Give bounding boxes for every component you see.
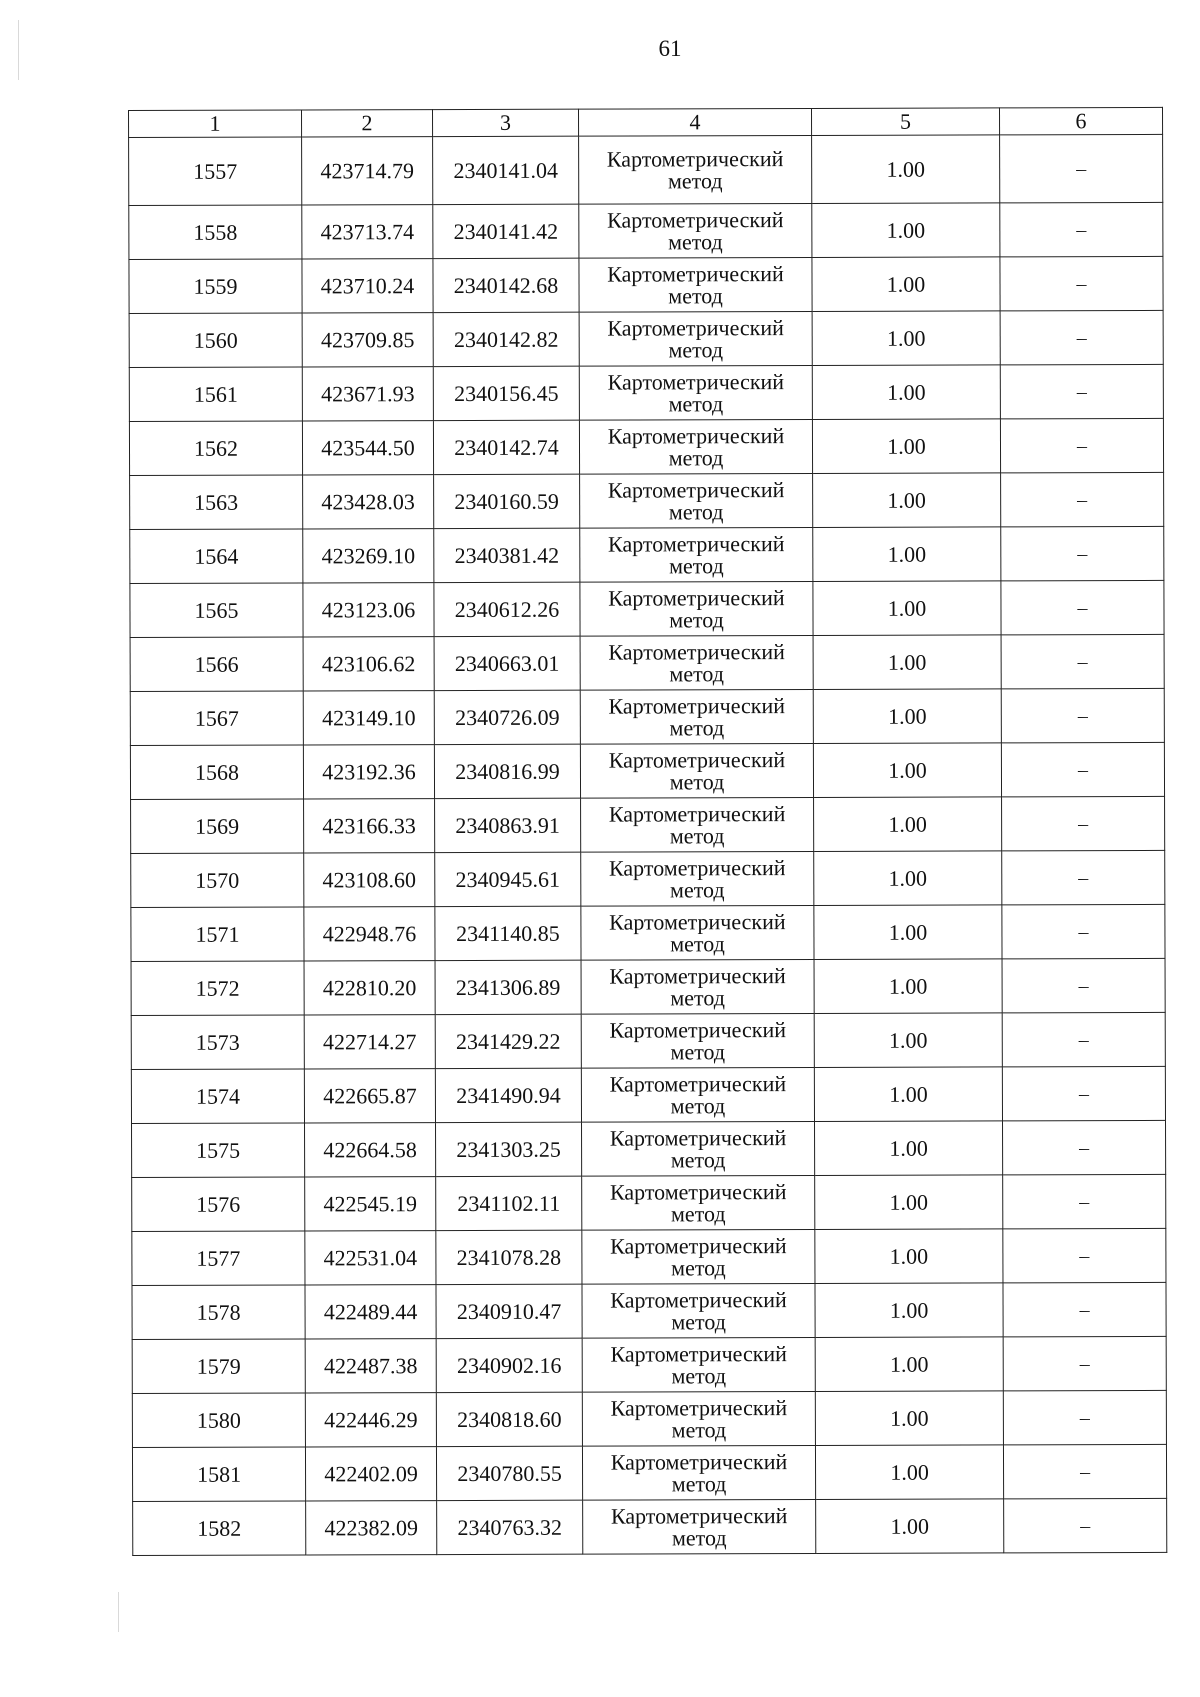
method-line2: метод <box>671 1362 727 1388</box>
method-line1: Картометрический <box>609 1016 787 1043</box>
method-cell <box>581 959 814 1014</box>
coordinate-y-cell: 2340381.42 <box>434 528 580 582</box>
precision-cell: 1.00 <box>813 743 1001 798</box>
point-number-cell: 1577 <box>132 1231 305 1286</box>
precision-cell: 1.00 <box>816 1499 1004 1554</box>
table-row <box>129 134 1163 205</box>
coordinate-x-cell: 422714.27 <box>304 1015 435 1069</box>
method-line2: метод <box>669 822 725 848</box>
table-row <box>130 742 1164 799</box>
coordinate-x-cell: 422948.76 <box>304 907 435 961</box>
coordinate-x-cell: 423544.50 <box>302 421 433 475</box>
method-cell <box>581 1013 814 1068</box>
coordinate-x-cell: 423428.03 <box>303 475 434 529</box>
point-number-cell: 1578 <box>132 1285 305 1340</box>
method-line2: метод <box>668 390 724 416</box>
method-line2: метод <box>668 336 724 362</box>
precision-cell: 1.00 <box>814 905 1002 960</box>
coordinate-x-cell: 422446.29 <box>305 1393 436 1447</box>
scan-mark-bottom <box>118 1592 119 1632</box>
table-row <box>131 1012 1165 1069</box>
point-number-cell: 1559 <box>129 259 302 314</box>
coordinate-y-cell: 2341140.85 <box>435 906 581 960</box>
point-number-cell: 1569 <box>131 799 304 854</box>
method-line2: метод <box>668 282 723 308</box>
method-line1: Картометрический <box>608 746 786 773</box>
method-cell <box>582 1337 815 1392</box>
method-cell <box>581 797 814 852</box>
method-line2: метод <box>668 444 724 470</box>
column-header: 2 <box>302 110 433 137</box>
note-cell: – <box>1000 310 1163 364</box>
note-cell: – <box>1002 850 1165 904</box>
method-line1: Картометрический <box>607 260 784 287</box>
method-cell <box>580 689 813 744</box>
table-row <box>132 1120 1166 1177</box>
method-line2: метод <box>669 876 725 902</box>
precision-cell: 1.00 <box>815 1283 1003 1338</box>
note-cell: – <box>1003 1336 1166 1390</box>
coordinate-x-cell: 422487.38 <box>305 1339 436 1393</box>
method-cell <box>579 257 812 312</box>
coordinate-y-cell: 2340156.45 <box>433 366 579 420</box>
precision-cell: 1.00 <box>813 527 1001 582</box>
coordinate-x-cell: 423709.85 <box>302 313 433 367</box>
coordinate-y-cell: 2340142.74 <box>433 420 579 474</box>
method-cell <box>583 1499 816 1554</box>
point-number-cell: 1572 <box>131 961 304 1016</box>
scan-mark-top <box>18 20 19 80</box>
method-line1: Картометрический <box>610 1232 787 1259</box>
coordinate-y-cell: 2340945.61 <box>435 852 581 906</box>
method-cell <box>579 419 812 474</box>
table-row <box>129 310 1163 367</box>
precision-cell: 1.00 <box>813 689 1001 744</box>
table-row <box>132 1336 1166 1393</box>
point-number-cell: 1561 <box>129 367 302 422</box>
point-number-cell: 1579 <box>132 1339 305 1394</box>
coordinate-y-cell: 2340141.42 <box>433 204 579 258</box>
method-line2: метод <box>671 1524 727 1550</box>
method-cell <box>579 365 812 420</box>
coordinates-table <box>128 107 1167 1556</box>
point-number-cell: 1574 <box>131 1069 304 1124</box>
point-number-cell: 1564 <box>130 529 303 584</box>
coordinate-y-cell: 2340612.26 <box>434 582 580 636</box>
precision-cell: 1.00 <box>814 959 1002 1014</box>
coordinate-y-cell: 2341102.11 <box>436 1176 582 1230</box>
method-line2: метод <box>670 984 725 1010</box>
coordinate-y-cell: 2340726.09 <box>434 690 580 744</box>
precision-cell: 1.00 <box>814 851 1002 906</box>
method-cell <box>579 203 812 258</box>
coordinate-x-cell: 423106.62 <box>303 637 434 691</box>
note-cell: – <box>1003 1174 1166 1228</box>
point-number-cell: 1581 <box>132 1447 305 1502</box>
precision-cell: 1.00 <box>812 365 1000 420</box>
method-line2: метод <box>671 1254 726 1280</box>
coordinate-y-cell: 2341490.94 <box>435 1068 581 1122</box>
coordinate-y-cell: 2340863.91 <box>435 798 581 852</box>
note-cell: – <box>1001 580 1164 634</box>
precision-cell: 1.00 <box>815 1391 1003 1446</box>
note-cell: – <box>1003 1120 1166 1174</box>
method-line1: Картометрический <box>608 530 785 557</box>
method-line2: метод <box>669 660 724 686</box>
method-line1: Картометрический <box>609 908 786 935</box>
method-line2: метод <box>670 1146 726 1172</box>
point-number-cell: 1566 <box>130 637 303 692</box>
point-number-cell: 1570 <box>131 853 304 908</box>
coordinate-y-cell: 2341306.89 <box>435 960 581 1014</box>
coordinate-x-cell: 423108.60 <box>304 853 435 907</box>
note-cell: – <box>1001 526 1164 580</box>
coordinate-x-cell: 423166.33 <box>304 799 435 853</box>
method-line1: Картометрический <box>607 368 785 395</box>
method-line2: метод <box>670 1038 726 1064</box>
precision-cell: 1.00 <box>815 1121 1003 1176</box>
table-header-row <box>129 107 1163 137</box>
method-line2: метод <box>670 1092 726 1118</box>
coordinate-y-cell: 2341429.22 <box>435 1014 581 1068</box>
method-line2: метод <box>670 1200 726 1226</box>
coordinate-x-cell: 423713.74 <box>302 205 433 259</box>
coordinate-y-cell: 2340141.04 <box>433 136 579 204</box>
point-number-cell: 1567 <box>130 691 303 746</box>
method-line2: метод <box>671 1470 727 1496</box>
coordinate-y-cell: 2340780.55 <box>436 1446 582 1500</box>
precision-cell: 1.00 <box>812 311 1000 366</box>
point-number-cell: 1558 <box>129 205 302 260</box>
coordinate-x-cell: 422664.58 <box>305 1123 436 1177</box>
table-row <box>132 1282 1166 1339</box>
method-line2: метод <box>669 552 724 578</box>
column-header: 5 <box>811 108 999 136</box>
table-row <box>130 472 1164 529</box>
table-row <box>131 958 1165 1015</box>
note-cell: – <box>1000 418 1163 472</box>
note-cell: – <box>1002 904 1165 958</box>
table-row <box>132 1444 1166 1501</box>
method-line1: Картометрический <box>609 1070 787 1097</box>
note-cell: – <box>1003 1282 1166 1336</box>
point-number-cell: 1571 <box>131 907 304 962</box>
note-cell: – <box>1000 256 1163 310</box>
method-cell <box>580 635 813 690</box>
coordinate-y-cell: 2340142.68 <box>433 258 579 312</box>
table-body <box>129 134 1167 1555</box>
point-number-cell: 1582 <box>133 1501 306 1556</box>
coordinate-x-cell: 423671.93 <box>302 367 433 421</box>
point-number-cell: 1573 <box>131 1015 304 1070</box>
coordinate-x-cell: 422382.09 <box>306 1501 437 1555</box>
method-line1: Картометрический <box>607 476 785 503</box>
table-row <box>129 256 1163 313</box>
method-cell <box>582 1283 815 1338</box>
method-line2: метод <box>669 768 725 794</box>
method-line1: Картометрический <box>610 1448 788 1475</box>
coordinate-x-cell: 422402.09 <box>305 1447 436 1501</box>
note-cell: – <box>1000 202 1163 256</box>
table-row <box>132 1228 1166 1285</box>
coordinate-y-cell: 2340663.01 <box>434 636 580 690</box>
method-cell <box>579 311 812 366</box>
method-cell <box>582 1175 815 1230</box>
point-number-cell: 1562 <box>129 421 302 476</box>
method-line1: Картометрический <box>606 145 784 172</box>
method-line2: метод <box>668 228 723 254</box>
method-line1: Картометрический <box>608 692 786 719</box>
method-line2: метод <box>671 1416 727 1442</box>
method-cell <box>582 1121 815 1176</box>
precision-cell: 1.00 <box>812 135 1000 204</box>
coordinate-y-cell: 2341303.25 <box>436 1122 582 1176</box>
method-line1: Картометрический <box>609 962 786 989</box>
table-row <box>132 1390 1166 1447</box>
method-cell <box>580 743 813 798</box>
coordinate-y-cell: 2341078.28 <box>436 1230 582 1284</box>
precision-cell: 1.00 <box>814 797 1002 852</box>
method-line1: Картометрический <box>607 314 784 341</box>
coordinate-x-cell: 422545.19 <box>305 1177 436 1231</box>
method-line1: Картометрический <box>607 422 785 449</box>
column-header: 3 <box>433 109 579 136</box>
point-number-cell: 1575 <box>132 1123 305 1178</box>
table-row <box>133 1498 1167 1555</box>
method-line1: Картометрический <box>610 1502 788 1529</box>
note-cell: – <box>1001 688 1164 742</box>
table-row <box>129 202 1163 259</box>
method-line1: Картометрический <box>608 854 786 881</box>
table-row <box>129 364 1163 421</box>
table-row <box>129 418 1163 475</box>
method-line1: Картометрический <box>610 1286 787 1313</box>
method-cell <box>580 527 813 582</box>
coordinate-x-cell: 422810.20 <box>304 961 435 1015</box>
precision-cell: 1.00 <box>812 257 1000 312</box>
method-line1: Картометрический <box>607 206 784 233</box>
precision-cell: 1.00 <box>812 203 1000 258</box>
method-line2: метод <box>668 498 724 524</box>
point-number-cell: 1580 <box>132 1393 305 1448</box>
coordinate-y-cell: 2340160.59 <box>434 474 580 528</box>
table-row <box>131 904 1165 961</box>
coordinate-y-cell: 2340142.82 <box>433 312 579 366</box>
method-line2: метод <box>670 930 725 956</box>
coordinate-y-cell: 2340902.16 <box>436 1338 582 1392</box>
table-row <box>130 580 1164 637</box>
table-row <box>132 1174 1166 1231</box>
note-cell: – <box>1002 1012 1165 1066</box>
method-line1: Картометрический <box>608 800 786 827</box>
note-cell: – <box>1001 742 1164 796</box>
method-cell <box>582 1391 815 1446</box>
coordinate-x-cell: 423123.06 <box>303 583 434 637</box>
point-number-cell: 1576 <box>132 1177 305 1232</box>
method-cell <box>580 473 813 528</box>
coordinate-y-cell: 2340818.60 <box>436 1392 582 1446</box>
method-line1: Картометрический <box>609 1124 787 1151</box>
point-number-cell: 1560 <box>129 313 302 368</box>
coordinate-x-cell: 422489.44 <box>305 1285 436 1339</box>
precision-cell: 1.00 <box>812 419 1000 474</box>
method-line1: Картометрический <box>608 584 785 611</box>
note-cell: – <box>1000 364 1163 418</box>
coordinate-x-cell: 423192.36 <box>303 745 434 799</box>
method-line2: метод <box>669 606 724 632</box>
method-cell <box>582 1445 815 1500</box>
method-line2: метод <box>667 167 723 193</box>
precision-cell: 1.00 <box>815 1337 1003 1392</box>
note-cell: – <box>1002 958 1165 1012</box>
precision-cell: 1.00 <box>814 1013 1002 1068</box>
precision-cell: 1.00 <box>813 635 1001 690</box>
method-cell <box>579 135 812 204</box>
column-header: 1 <box>129 110 302 138</box>
coordinate-x-cell: 422665.87 <box>304 1069 435 1123</box>
coordinate-y-cell: 2340910.47 <box>436 1284 582 1338</box>
note-cell: – <box>1003 1228 1166 1282</box>
note-cell: – <box>1000 134 1163 202</box>
method-line2: метод <box>671 1308 726 1334</box>
note-cell: – <box>1003 1390 1166 1444</box>
point-number-cell: 1557 <box>129 137 302 206</box>
method-line1: Картометрический <box>610 1340 787 1367</box>
precision-cell: 1.00 <box>813 473 1001 528</box>
coordinate-y-cell: 2340763.32 <box>437 1500 583 1554</box>
coordinate-x-cell: 423714.79 <box>302 137 433 205</box>
method-line2: метод <box>669 714 725 740</box>
note-cell: – <box>1003 1444 1166 1498</box>
table-row <box>131 850 1165 907</box>
precision-cell: 1.00 <box>814 1067 1002 1122</box>
method-line1: Картометрический <box>608 638 785 665</box>
coordinate-y-cell: 2340816.99 <box>434 744 580 798</box>
table-row <box>130 634 1164 691</box>
method-cell <box>581 1067 814 1122</box>
precision-cell: 1.00 <box>813 581 1001 636</box>
table-row <box>131 796 1165 853</box>
precision-cell: 1.00 <box>815 1229 1003 1284</box>
precision-cell: 1.00 <box>815 1175 1003 1230</box>
point-number-cell: 1563 <box>130 475 303 530</box>
coordinate-x-cell: 423710.24 <box>302 259 433 313</box>
note-cell: – <box>1002 1066 1165 1120</box>
coordinate-x-cell: 422531.04 <box>305 1231 436 1285</box>
coordinate-x-cell: 423149.10 <box>303 691 434 745</box>
column-header: 6 <box>999 107 1162 134</box>
column-header: 4 <box>578 108 811 136</box>
method-cell <box>581 851 814 906</box>
note-cell: – <box>1004 1498 1167 1552</box>
method-line1: Картометрический <box>609 1178 787 1205</box>
table-row <box>131 1066 1165 1123</box>
method-cell <box>580 581 813 636</box>
method-cell <box>582 1229 815 1284</box>
table-row <box>130 526 1164 583</box>
coordinate-x-cell: 423269.10 <box>303 529 434 583</box>
page-number: 61 <box>658 36 682 61</box>
method-cell <box>581 905 814 960</box>
note-cell: – <box>1001 634 1164 688</box>
note-cell: – <box>1002 796 1165 850</box>
point-number-cell: 1568 <box>130 745 303 800</box>
point-number-cell: 1565 <box>130 583 303 638</box>
table-row <box>130 688 1164 745</box>
note-cell: – <box>1001 472 1164 526</box>
method-line1: Картометрический <box>610 1394 788 1421</box>
precision-cell: 1.00 <box>815 1445 1003 1500</box>
